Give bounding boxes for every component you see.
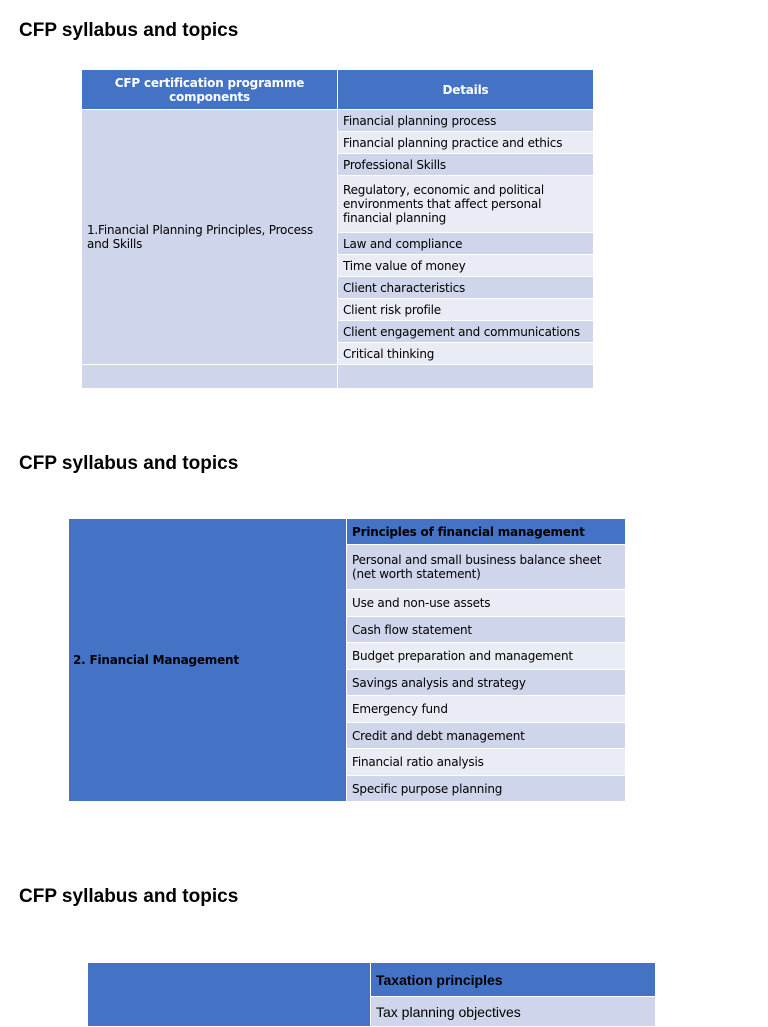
section-heading-3: CFP syllabus and topics xyxy=(19,886,239,907)
detail-cell: Financial planning process xyxy=(338,110,594,132)
table-row-empty xyxy=(82,365,594,389)
detail-cell: Use and non-use assets xyxy=(347,590,626,617)
syllabus-table-2 xyxy=(68,518,626,802)
detail-cell: Financial ratio analysis xyxy=(347,749,626,776)
detail-cell: Regulatory, economic and political environments that affect personal financial planning xyxy=(338,176,594,233)
component-cell xyxy=(88,963,371,1027)
detail-cell: Client risk profile xyxy=(338,299,594,321)
detail-cell: Law and compliance xyxy=(338,233,594,255)
table-header-row xyxy=(82,70,594,110)
component-cell: 1.Financial Planning Principles, Process and Skills xyxy=(82,110,338,365)
empty-cell xyxy=(338,365,594,389)
column-header-components: CFP certification programme components xyxy=(82,70,338,110)
table-row xyxy=(82,110,594,132)
detail-cell: Client characteristics xyxy=(338,277,594,299)
detail-cell: Critical thinking xyxy=(338,343,594,365)
detail-cell: Time value of money xyxy=(338,255,594,277)
detail-cell: Personal and small business balance sheet (net worth statement) xyxy=(347,545,626,590)
detail-cell-header: Principles of financial management xyxy=(347,519,626,545)
section-heading-1: CFP syllabus and topics xyxy=(19,20,239,41)
column-header-details: Details xyxy=(338,70,594,110)
detail-cell-header: Taxation principles xyxy=(371,963,656,997)
detail-cell: Client engagement and communications xyxy=(338,321,594,343)
detail-cell: Financial planning practice and ethics xyxy=(338,132,594,154)
table-row xyxy=(88,963,656,997)
detail-cell: Professional Skills xyxy=(338,154,594,176)
detail-cell: Credit and debt management xyxy=(347,723,626,749)
empty-cell xyxy=(82,365,338,389)
table-row xyxy=(69,519,626,545)
component-cell: 2. Financial Management xyxy=(69,519,347,802)
detail-cell: Savings analysis and strategy xyxy=(347,670,626,696)
detail-cell: Tax planning objectives xyxy=(371,997,656,1027)
syllabus-table-3 xyxy=(87,962,656,1027)
syllabus-table-1 xyxy=(81,69,594,389)
detail-cell: Specific purpose planning xyxy=(347,776,626,802)
detail-cell: Cash flow statement xyxy=(347,617,626,643)
detail-cell: Budget preparation and management xyxy=(347,643,626,670)
section-heading-2: CFP syllabus and topics xyxy=(19,453,239,474)
detail-cell: Emergency fund xyxy=(347,696,626,723)
